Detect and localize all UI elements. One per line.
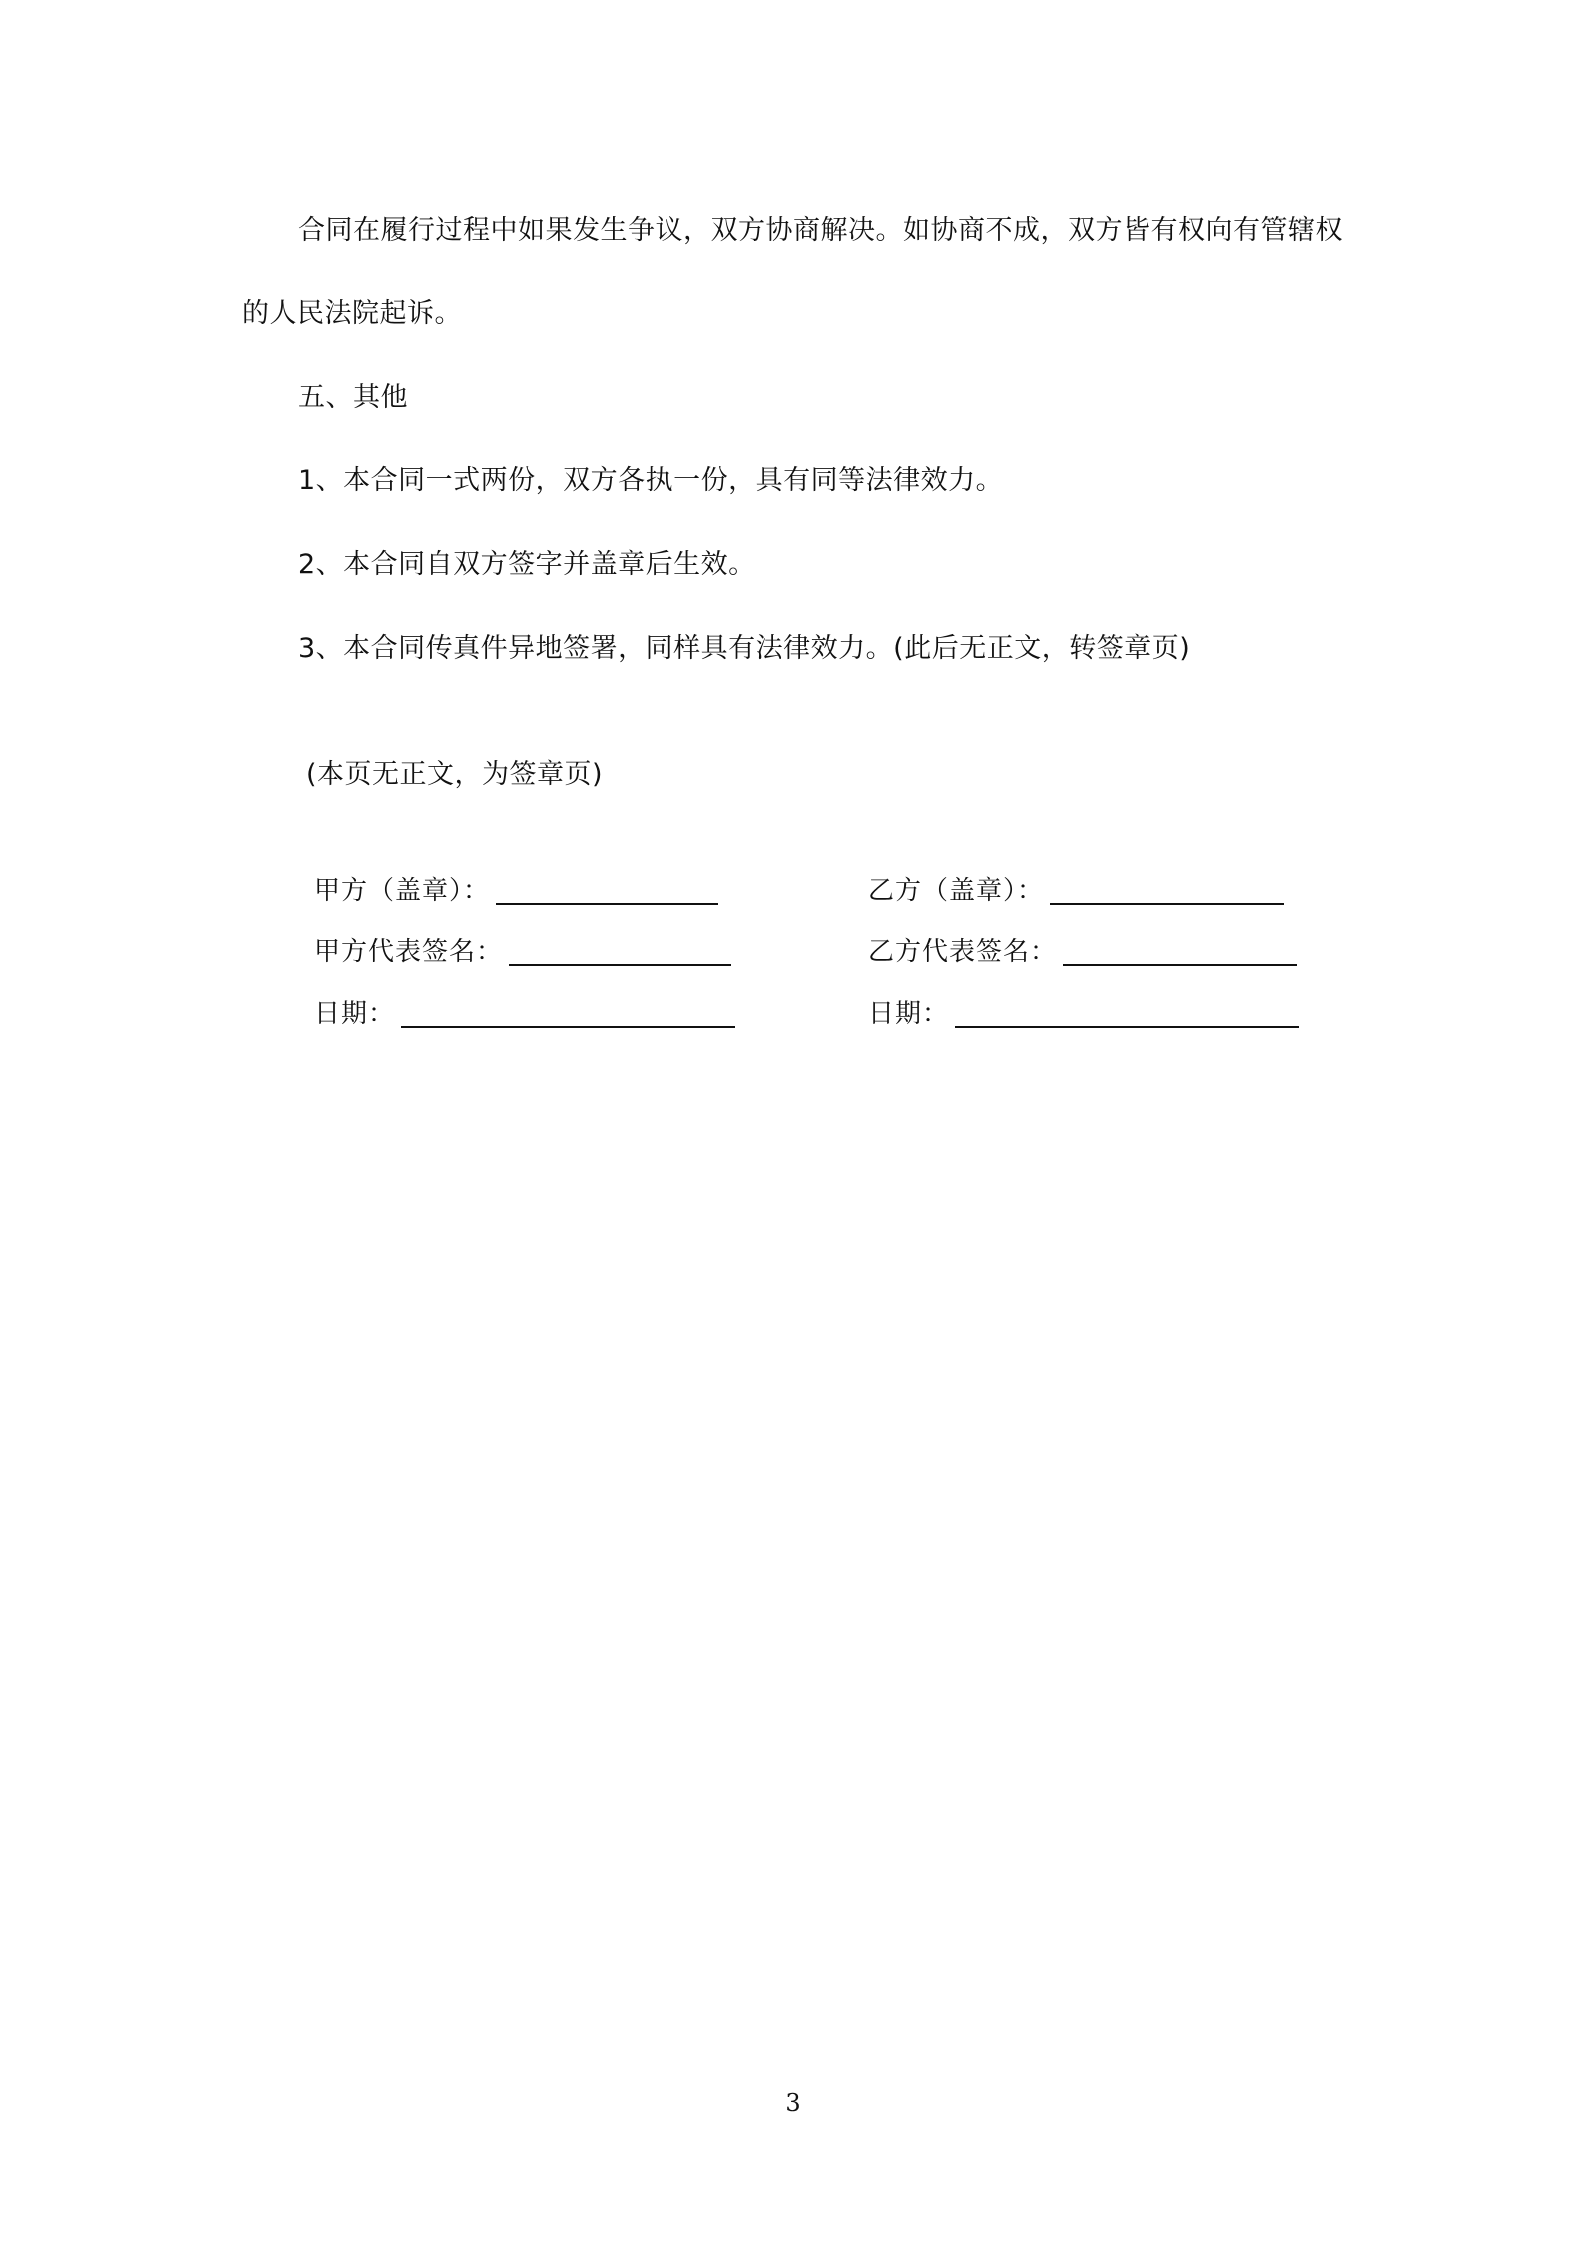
- party-b-date-blank[interactable]: [955, 1026, 1299, 1028]
- clause-item-2: 2、本合同自双方签字并盖章后生效。: [298, 549, 756, 580]
- party-a-date-row: [314, 996, 735, 1032]
- party-a-seal-blank[interactable]: [496, 903, 718, 905]
- party-b-seal-blank[interactable]: [1050, 903, 1284, 905]
- party-b-date-row: [868, 996, 1299, 1032]
- party-a-rep-blank[interactable]: [509, 964, 731, 966]
- signature-page-note: (本页无正文，为签章页): [306, 759, 604, 790]
- party-b-rep-blank[interactable]: [1063, 964, 1297, 966]
- party-a-rep-label: 甲方代表签名：: [314, 937, 504, 967]
- clause-item-1: 1、本合同一式两份，双方各执一份，具有同等法律效力。: [298, 465, 1004, 496]
- section-heading-other: 五、其他: [298, 382, 408, 413]
- dispute-clause-line-1: 合同在履行过程中如果发生争议，双方协商解决。如协商不成，双方皆有权向有管辖权: [298, 215, 1343, 246]
- party-b-seal-label: 乙方（盖章）：: [868, 876, 1045, 906]
- party-a-rep-row: [314, 934, 731, 970]
- party-a-date-blank[interactable]: [401, 1026, 735, 1028]
- party-a-date-label: 日期：: [314, 999, 396, 1029]
- party-b-date-label: 日期：: [868, 999, 950, 1029]
- page-number: 3: [785, 2089, 801, 2117]
- clause-item-3: 3、本合同传真件异地签署，同样具有法律效力。(此后无正文，转签章页): [298, 633, 1191, 664]
- party-b-seal-row: [868, 873, 1284, 909]
- party-a-seal-label: 甲方（盖章）：: [314, 876, 491, 906]
- party-a-seal-row: [314, 873, 718, 909]
- party-b-rep-row: [868, 934, 1297, 970]
- dispute-clause-line-2: 的人民法院起诉。: [242, 298, 462, 329]
- party-b-rep-label: 乙方代表签名：: [868, 937, 1058, 967]
